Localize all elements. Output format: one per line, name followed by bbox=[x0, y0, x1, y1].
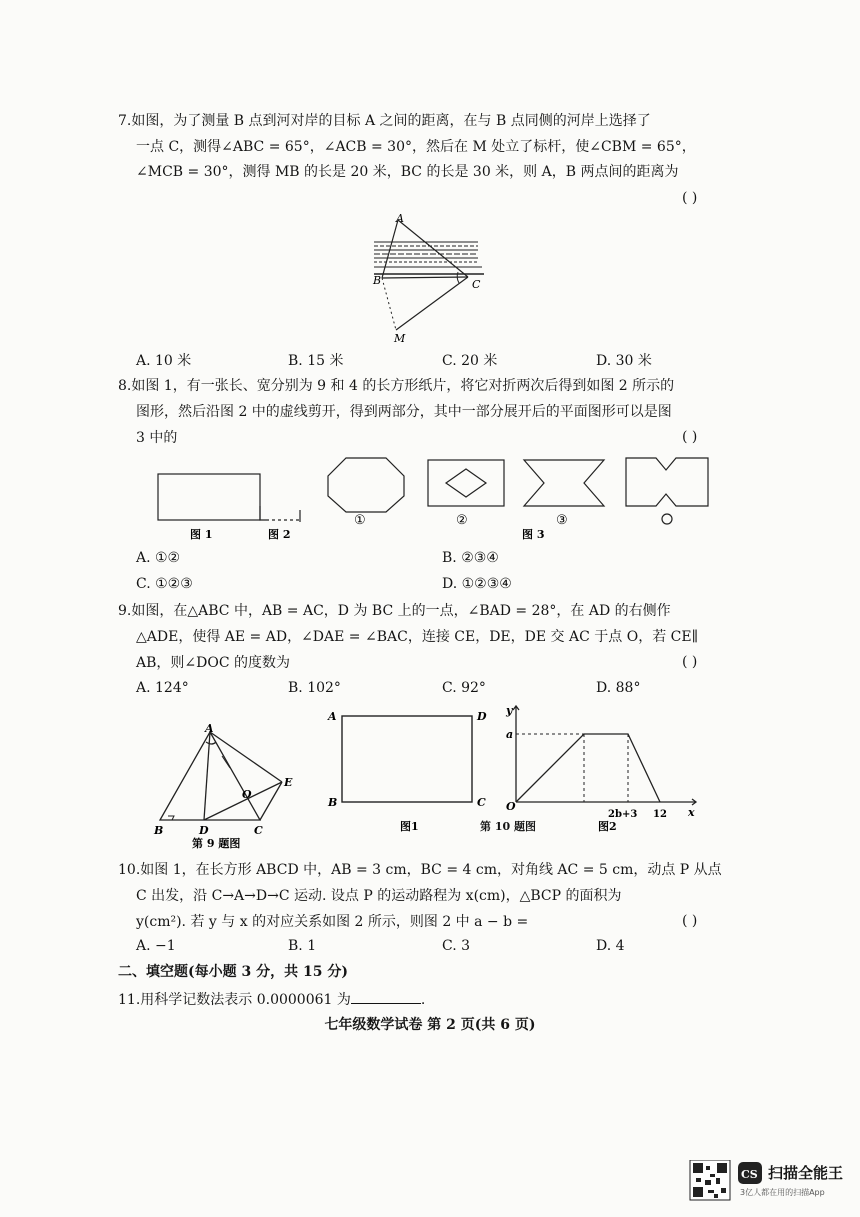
q8-line2: 图形，然后沿图 2 中的虚线剪开，得到两部分，其中一部分展开后的平面图形可以是图 bbox=[136, 404, 672, 420]
shape-3-label: ③ bbox=[556, 513, 568, 528]
q10-line1: 10.如图 1，在长方形 ABCD 中，AB = 3 cm，BC = 4 cm，对角线 AC = 5 cm，动点 P 从点 bbox=[118, 862, 722, 878]
fig2-caption: 图 2 bbox=[268, 528, 291, 541]
shape-1-label: ① bbox=[354, 513, 366, 528]
fig1-rectangle bbox=[158, 474, 260, 520]
q8-line1: 8.如图 1，有一张长、宽分别为 9 和 4 的长方形纸片，将它对折两次后得到如图 2 所示的 bbox=[118, 378, 675, 394]
q10-option-d: D. 4 bbox=[596, 938, 625, 954]
q10-axis-x: x bbox=[688, 806, 695, 819]
q10-line2: C 出发，沿 C→A→D→C 运动. 设点 P 的运动路程为 x(cm)，△BCP 的面积为 bbox=[136, 888, 622, 904]
q7-label-B: B bbox=[373, 274, 382, 287]
q9-option-d: D. 88° bbox=[596, 680, 641, 696]
q8-option-b: B. ②③④ bbox=[442, 550, 499, 566]
line-AC bbox=[398, 220, 468, 277]
q9-caption: 第 9 题图 bbox=[192, 837, 241, 850]
q7-line2: 一点 C，测得∠ABC = 65°，∠ACB = 30°，然后在 M 处立了标杆，使∠CBM = 65°， bbox=[136, 139, 696, 155]
cs-logo-text: CS bbox=[741, 1168, 758, 1181]
q10-option-c: C. 3 bbox=[442, 938, 471, 954]
q8-option-d: D. ①②③④ bbox=[442, 576, 512, 592]
q9-label-O: O bbox=[242, 788, 252, 801]
scanner-tagline: 3亿人都在用的扫描App bbox=[740, 1188, 825, 1197]
page-footer: 七年级数学试卷 第 2 页(共 6 页) bbox=[324, 1017, 536, 1033]
q8-figures bbox=[150, 452, 720, 544]
q7-answer-paren: ( ) bbox=[682, 190, 698, 206]
q11-text: 11.用科学记数法表示 0.0000061 为 bbox=[118, 992, 351, 1008]
q10-line3: y(cm²). 若 y 与 x 的对应关系如图 2 所示，则图 2 中 a − b = bbox=[136, 914, 529, 930]
q10-fig1 bbox=[322, 706, 498, 832]
q7-option-d: D. 30 米 bbox=[596, 353, 652, 369]
q10-answer-paren: ( ) bbox=[682, 913, 698, 929]
fig2-folded bbox=[260, 506, 266, 520]
line-AB bbox=[382, 220, 398, 278]
q9-figure bbox=[148, 720, 298, 850]
q7-option-c: C. 20 米 bbox=[442, 353, 498, 369]
segment-AE bbox=[210, 732, 282, 782]
q7-label-M: M bbox=[394, 332, 406, 344]
q10-fig1-caption: 图1 bbox=[400, 820, 419, 832]
q9-label-B: B bbox=[154, 824, 164, 837]
q10-tick-2b3: 2b+3 bbox=[608, 809, 638, 820]
segment-AD bbox=[204, 732, 210, 820]
line-BC bbox=[382, 277, 468, 278]
q10-label-B: B bbox=[328, 796, 338, 809]
scanner-brand: 扫描全能王 bbox=[768, 1164, 844, 1182]
q7-option-b: B. 15 米 bbox=[288, 353, 344, 369]
shape-2-label: ② bbox=[456, 513, 468, 528]
section-2-title: 二、填空题(每小题 3 分，共 15 分) bbox=[118, 964, 348, 980]
q7-label-A: A bbox=[396, 212, 404, 225]
q9-answer-paren: ( ) bbox=[682, 654, 698, 670]
shape-2-diamond bbox=[446, 469, 486, 497]
q10-label-O: O bbox=[506, 800, 516, 813]
q11-line bbox=[118, 989, 425, 1009]
q7-line3: ∠MCB = 30°，测得 MB 的长是 20 米，BC 的长是 30 米，则 A，B 两点间的距离为 bbox=[136, 164, 679, 180]
q9-option-c: C. 92° bbox=[442, 680, 486, 696]
shape-4-notched bbox=[626, 458, 708, 506]
q10-tick-12: 12 bbox=[653, 809, 667, 820]
q9-line2: △ADE，使得 AE = AD，∠DAE = ∠BAC，连接 CE，DE，DE 交 AC 于点 O，若 CE∥ bbox=[136, 629, 699, 645]
q7-label-C: C bbox=[472, 278, 481, 291]
q9-option-b: B. 102° bbox=[288, 680, 341, 696]
q10-axis-y: y bbox=[506, 704, 513, 717]
shape-2-frame bbox=[428, 460, 504, 506]
q11-end: . bbox=[420, 992, 426, 1008]
q10-option-b: B. 1 bbox=[288, 938, 317, 954]
q10-label-A: A bbox=[328, 710, 337, 723]
q8-option-a: A. ①② bbox=[136, 550, 181, 566]
q10-fig2-caption: 图2 bbox=[598, 820, 617, 832]
q8-answer-paren: ( ) bbox=[682, 429, 698, 445]
fig3-caption: 图 3 bbox=[522, 528, 545, 541]
q9-label-E: E bbox=[284, 776, 293, 789]
shape-1-octagon bbox=[328, 458, 404, 512]
qr-code-icon bbox=[690, 1160, 730, 1200]
q9-line3: AB，则∠DOC 的度数为 bbox=[136, 655, 290, 671]
q10-fig2 bbox=[500, 700, 700, 832]
q10-label-a: a bbox=[506, 728, 514, 741]
q9-line1: 9.如图，在△ABC 中，AB = AC，D 为 BC 上的一点，∠BAD = 28°，在 AD 的右侧作 bbox=[118, 603, 671, 619]
graph-line bbox=[516, 734, 660, 802]
q10-label-C: C bbox=[477, 796, 486, 809]
q10-label-D: D bbox=[477, 710, 487, 723]
q7-option-a: A. 10 米 bbox=[136, 353, 192, 369]
q9-label-D: D bbox=[199, 824, 209, 837]
q9-option-a: A. 124° bbox=[136, 680, 189, 696]
shape-4-label-circle bbox=[662, 514, 672, 524]
q8-line3: 3 中的 bbox=[136, 430, 178, 446]
q9-label-C: C bbox=[254, 824, 263, 837]
q10-caption: 第 10 题图 bbox=[480, 820, 536, 833]
fig1-caption: 图 1 bbox=[190, 528, 213, 541]
q11-answer-blank[interactable] bbox=[351, 989, 421, 1004]
rectangle-ABCD bbox=[342, 716, 472, 802]
triangle-ABC bbox=[160, 732, 260, 820]
q10-option-a: A. −1 bbox=[136, 938, 176, 954]
shape-3-bowtie bbox=[524, 460, 604, 506]
q9-label-A: A bbox=[205, 722, 214, 735]
q8-option-c: C. ①②③ bbox=[136, 576, 193, 592]
line-CM bbox=[396, 277, 468, 330]
q7-figure bbox=[360, 212, 500, 344]
q7-line1: 7.如图，为了测量 B 点到河对岸的目标 A 之间的距离，在与 B 点同侧的河岸上选择了 bbox=[118, 113, 651, 129]
